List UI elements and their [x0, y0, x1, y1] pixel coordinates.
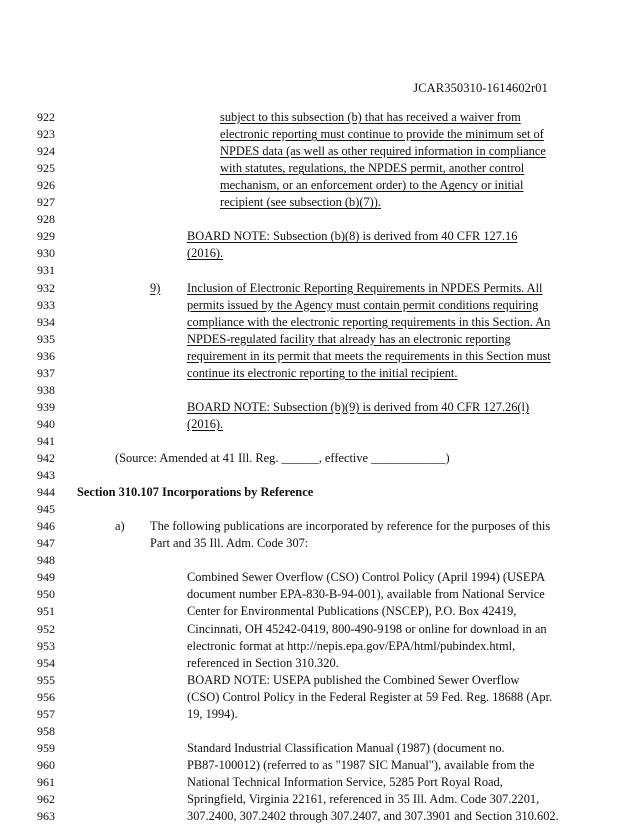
- line-number: 959: [37, 740, 55, 755]
- line-text: 307.2400, 307.2402 through 307.2407, and 307.3901 and Section 310.602.: [187, 809, 559, 824]
- line-927: [0, 194, 621, 211]
- line-number: 950: [37, 587, 55, 602]
- line-text: NPDES-regulated facility that already has an electronic reporting: [187, 331, 511, 346]
- line-937: [0, 365, 621, 382]
- line-number: 963: [37, 809, 55, 824]
- line-text: electronic reporting must continue to provide the minimum set of: [220, 127, 544, 142]
- line-text: Standard Industrial Classification Manual (1987) (document no.: [187, 740, 505, 755]
- line-947: [0, 535, 621, 552]
- line-number: 944: [37, 485, 55, 500]
- line-text: PB87-100012) (referred to as "1987 SIC Manual"), available from the: [187, 757, 535, 772]
- line-text: compliance with the electronic reporting requirements in this Section. An: [187, 314, 551, 329]
- line-number: 935: [37, 331, 55, 346]
- line-text: mechanism, or an enforcement order) to the Agency or initial: [220, 178, 524, 193]
- line-963: [0, 808, 621, 825]
- line-931: [0, 262, 621, 279]
- line-number: 923: [37, 127, 55, 142]
- line-number: 928: [37, 212, 55, 227]
- line-text: BOARD NOTE: Subsection (b)(9) is derived from 40 CFR 127.26(l): [187, 399, 530, 414]
- line-933: [0, 297, 621, 314]
- line-number: 931: [37, 263, 55, 278]
- line-text: requirement in its permit that meets the requirements in this Section must: [187, 348, 551, 363]
- line-text: Combined Sewer Overflow (CSO) Control Policy (April 1994) (USEPA: [187, 570, 546, 585]
- line-number: 922: [37, 110, 55, 124]
- line-934: [0, 314, 621, 331]
- line-number: 924: [37, 144, 55, 159]
- line-958: [0, 723, 621, 740]
- line-952: [0, 621, 621, 638]
- line-text: NPDES data (as well as other required information in compliance: [220, 144, 546, 159]
- line-953: [0, 638, 621, 655]
- line-text: Cincinnati, OH 45242-0419, 800-490-9198 or online for download in an: [187, 621, 547, 636]
- line-text: permits issued by the Agency must contain permit conditions requiring: [187, 297, 539, 312]
- line-text: electronic format at http://nepis.epa.gov/EPA/html/pubindex.html,: [187, 638, 516, 653]
- line-number: 942: [37, 451, 55, 465]
- line-940: [0, 416, 621, 433]
- line-number: 925: [37, 161, 55, 176]
- line-number: 953: [37, 638, 55, 653]
- line-944: [0, 484, 621, 501]
- line-text: (Source: Amended at 41 Ill. Reg. ______, effective ____________): [115, 451, 450, 465]
- line-number: 960: [37, 757, 55, 772]
- line-text: with statutes, regulations, the NPDES permit, another control: [220, 161, 525, 176]
- line-text: Part and 35 Ill. Adm. Code 307:: [150, 536, 309, 551]
- line-number: 930: [37, 246, 55, 261]
- line-number: 937: [37, 365, 55, 380]
- subsection-label: a): [115, 519, 125, 534]
- line-938: [0, 382, 621, 399]
- line-number: 941: [37, 433, 55, 448]
- line-949: [0, 569, 621, 586]
- line-928: [0, 211, 621, 228]
- line-number: 955: [37, 672, 55, 687]
- line-number: 946: [37, 519, 55, 534]
- line-number: 949: [37, 570, 55, 585]
- line-925: [0, 160, 621, 177]
- line-number: 954: [37, 655, 55, 670]
- line-939: [0, 399, 621, 416]
- line-number: 939: [37, 399, 55, 414]
- line-number: 934: [37, 314, 55, 329]
- line-number: 956: [37, 689, 55, 704]
- line-number: 958: [37, 723, 55, 738]
- line-text: Inclusion of Electronic Reporting Requirements in NPDES Permits. All: [187, 280, 543, 295]
- line-number: 957: [37, 706, 55, 721]
- line-930: [0, 245, 621, 262]
- line-950: [0, 586, 621, 603]
- subsection-label: 9): [150, 280, 161, 295]
- line-number: 926: [37, 178, 55, 193]
- line-943: [0, 467, 621, 484]
- line-935: [0, 331, 621, 348]
- line-number: 948: [37, 553, 55, 568]
- line-957: [0, 706, 621, 723]
- line-959: [0, 740, 621, 757]
- line-929: [0, 228, 621, 245]
- line-924: [0, 143, 621, 160]
- line-948: [0, 552, 621, 569]
- line-text: Section 310.107 Incorporations by Reference: [77, 485, 314, 500]
- line-text: subject to this subsection (b) that has received a waiver from: [220, 110, 521, 124]
- line-951: [0, 603, 621, 620]
- line-945: [0, 501, 621, 518]
- line-text: BOARD NOTE: USEPA published the Combined Sewer Overflow: [187, 672, 520, 687]
- line-number: 961: [37, 774, 55, 789]
- line-956: [0, 689, 621, 706]
- line-number: 940: [37, 416, 55, 431]
- line-942: [0, 450, 621, 467]
- line-954: [0, 655, 621, 672]
- line-number: 951: [37, 604, 55, 619]
- line-923: [0, 126, 621, 143]
- line-number: 947: [37, 536, 55, 551]
- line-text: 19, 1994).: [187, 706, 238, 721]
- line-text: Center for Environmental Publications (NSCEP), P.O. Box 42419,: [187, 604, 517, 619]
- line-text: (2016).: [187, 246, 224, 261]
- line-number: 943: [37, 468, 55, 483]
- line-text: Springfield, Virginia 22161, referenced in 35 Ill. Adm. Code 307.2201,: [187, 792, 540, 806]
- line-960: [0, 757, 621, 774]
- line-text: National Technical Information Service, 5285 Port Royal Road,: [187, 774, 503, 789]
- line-text: BOARD NOTE: Subsection (b)(8) is derived from 40 CFR 127.16: [187, 229, 518, 244]
- line-text: The following publications are incorporated by reference for the purposes of this: [150, 519, 551, 534]
- line-number: 932: [37, 280, 55, 295]
- line-number: 962: [37, 792, 55, 806]
- line-number: 952: [37, 621, 55, 636]
- line-936: [0, 348, 621, 365]
- line-text: document number EPA-830-B-94-001), available from National Service: [187, 587, 545, 602]
- line-number: 929: [37, 229, 55, 244]
- line-text: (CSO) Control Policy in the Federal Register at 59 Fed. Reg. 18688 (Apr.: [187, 689, 553, 704]
- line-number: 927: [37, 195, 55, 210]
- line-text: recipient (see subsection (b)(7)).: [220, 195, 382, 210]
- line-number: 945: [37, 502, 55, 517]
- line-number: 933: [37, 297, 55, 312]
- line-text: referenced in Section 310.320.: [187, 655, 339, 670]
- line-number: 936: [37, 348, 55, 363]
- line-955: [0, 672, 621, 689]
- line-941: [0, 433, 621, 450]
- line-932: [0, 280, 621, 297]
- line-text: (2016).: [187, 416, 224, 431]
- line-text: continue its electronic reporting to the initial recipient.: [187, 365, 458, 380]
- line-961: [0, 774, 621, 791]
- line-946: [0, 518, 621, 535]
- line-922: [0, 109, 621, 126]
- document-header-id: JCAR350310-1614602r01: [413, 81, 548, 95]
- line-number: 938: [37, 382, 55, 397]
- line-926: [0, 177, 621, 194]
